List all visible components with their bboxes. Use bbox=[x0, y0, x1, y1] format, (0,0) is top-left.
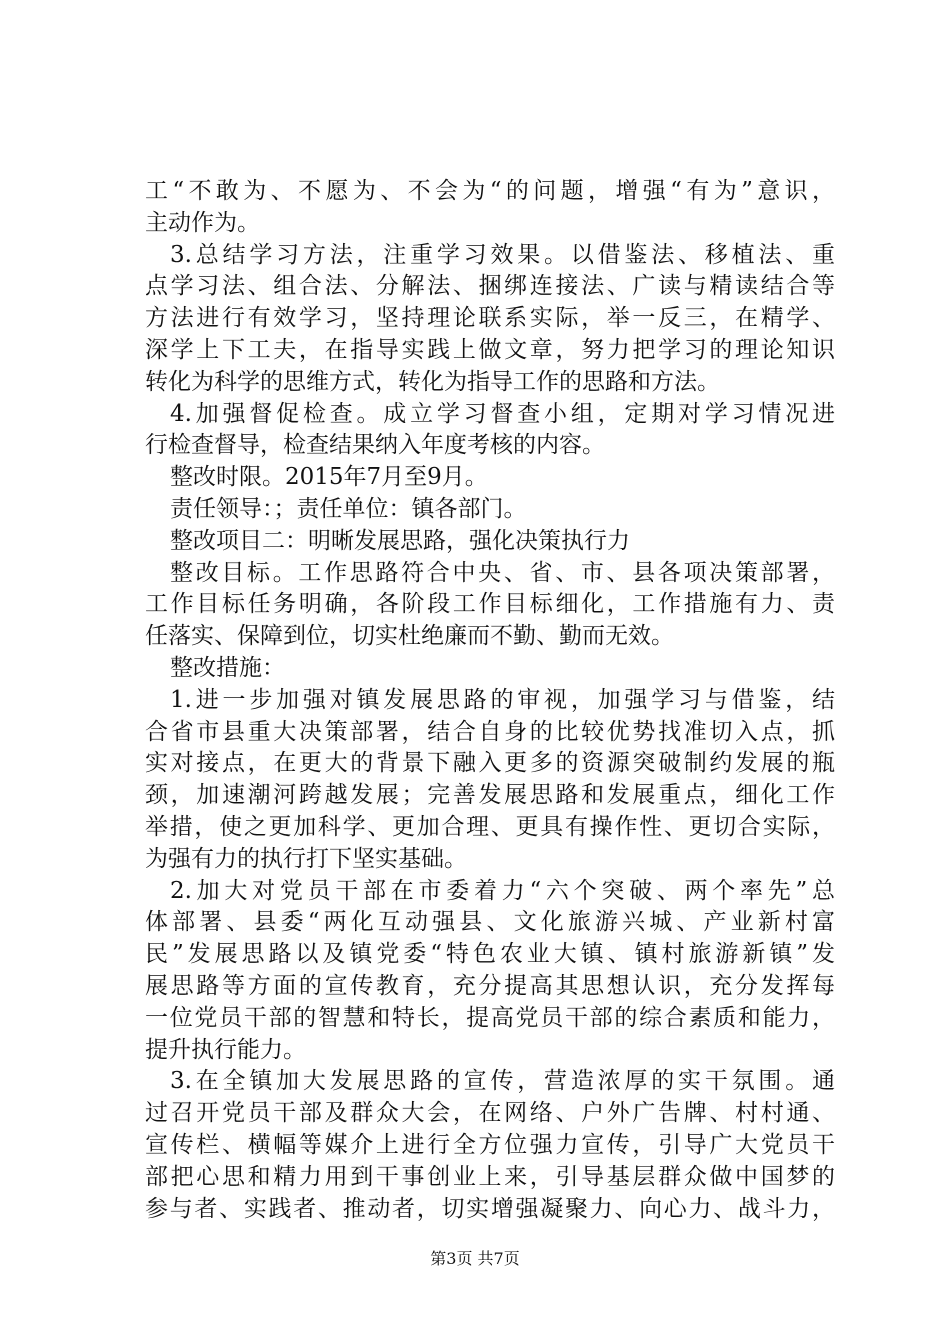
section-heading: 整改项目二：明晰发展思路，强化决策执行力 bbox=[170, 527, 630, 554]
text-line: 过召开党员干部及群众大会，在网络、户外广告牌、村村通、 bbox=[145, 1100, 835, 1127]
text-line: 方法进行有效学习，坚持理论联系实际，举一反三，在精学、 bbox=[145, 305, 835, 332]
text-line: 展思路等方面的宣传教育，充分提高其思想认识，充分发挥每 bbox=[145, 972, 835, 999]
text-line: 点学习法、组合法、分解法、捆绑连接法、广读与精读结合等 bbox=[145, 273, 835, 300]
text-line: 任落实、保障到位，切实杜绝廉而不勤、勤而无效。 bbox=[145, 623, 674, 650]
text-line: 宣传栏、横幅等媒介上进行全方位强力宣传，引导广大党员干 bbox=[145, 1131, 835, 1158]
text-line: 体部署、县委“两化互动强县、文化旅游兴城、产业新村富 bbox=[145, 909, 835, 936]
text-line: 3.总结学习方法，注重学习效果。以借鉴法、移植法、重 bbox=[170, 241, 835, 268]
body-text bbox=[145, 176, 835, 1225]
text-line: 颈，加速潮河跨越发展；完善发展思路和发展重点，细化工作 bbox=[145, 782, 835, 809]
text-line: 责任领导：；责任单位：镇各部门。 bbox=[170, 495, 527, 522]
text-line: 为强有力的执行打下坚实基础。 bbox=[145, 845, 467, 872]
page-footer bbox=[0, 1246, 950, 1269]
text-line: 工作目标任务明确，各阶段工作目标细化，工作措施有力、责 bbox=[145, 591, 835, 618]
text-line: 合省市县重大决策部署，结合自身的比较优势找准切入点，抓 bbox=[145, 718, 835, 745]
text-line: 主动作为。 bbox=[145, 209, 260, 236]
text-line: 举措，使之更加科学、更加合理、更具有操作性、更切合实际， bbox=[145, 813, 835, 840]
text-line: 实对接点，在更大的背景下融入更多的资源突破制约发展的瓶 bbox=[145, 750, 835, 777]
text-line: 民”发展思路以及镇党委“特色农业大镇、镇村旅游新镇”发 bbox=[145, 941, 835, 968]
text-line: 3.在全镇加大发展思路的宣传，营造浓厚的实干氛围。通 bbox=[170, 1068, 835, 1095]
text-line: 一位党员干部的智慧和特长，提高党员干部的综合素质和能力， bbox=[145, 1004, 835, 1031]
text-line: 4.加强督促检查。成立学习督查小组，定期对学习情况进 bbox=[170, 400, 835, 427]
text-line: 整改措施： bbox=[170, 654, 285, 681]
text-line: 整改时限。2015年7月至9月。 bbox=[170, 464, 488, 491]
text-line: 1.进一步加强对镇发展思路的审视，加强学习与借鉴，结 bbox=[170, 686, 835, 713]
text-line: 工“不敢为、不愿为、不会为“的问题，增强“有为”意识， bbox=[145, 178, 835, 204]
text-line: 部把心思和精力用到干事创业上来，引导基层群众做中国梦的 bbox=[145, 1163, 835, 1190]
page-number: 第3页 共7页 bbox=[430, 1249, 520, 1268]
text-line: 行检查督导，检查结果纳入年度考核的内容。 bbox=[145, 432, 605, 459]
text-line: 转化为科学的思维方式，转化为指导工作的思路和方法。 bbox=[145, 368, 720, 395]
text-line: 整改目标。工作思路符合中央、省、市、县各项决策部署， bbox=[170, 559, 835, 586]
text-line: 参与者、实践者、推动者，切实增强凝聚力、向心力、战斗力， bbox=[145, 1195, 835, 1222]
text-line: 2.加大对党员干部在市委着力“六个突破、两个率先”总 bbox=[170, 877, 835, 904]
text-line: 深学上下工夫，在指导实践上做文章，努力把学习的理论知识 bbox=[145, 336, 835, 363]
text-line: 提升执行能力。 bbox=[145, 1036, 306, 1063]
